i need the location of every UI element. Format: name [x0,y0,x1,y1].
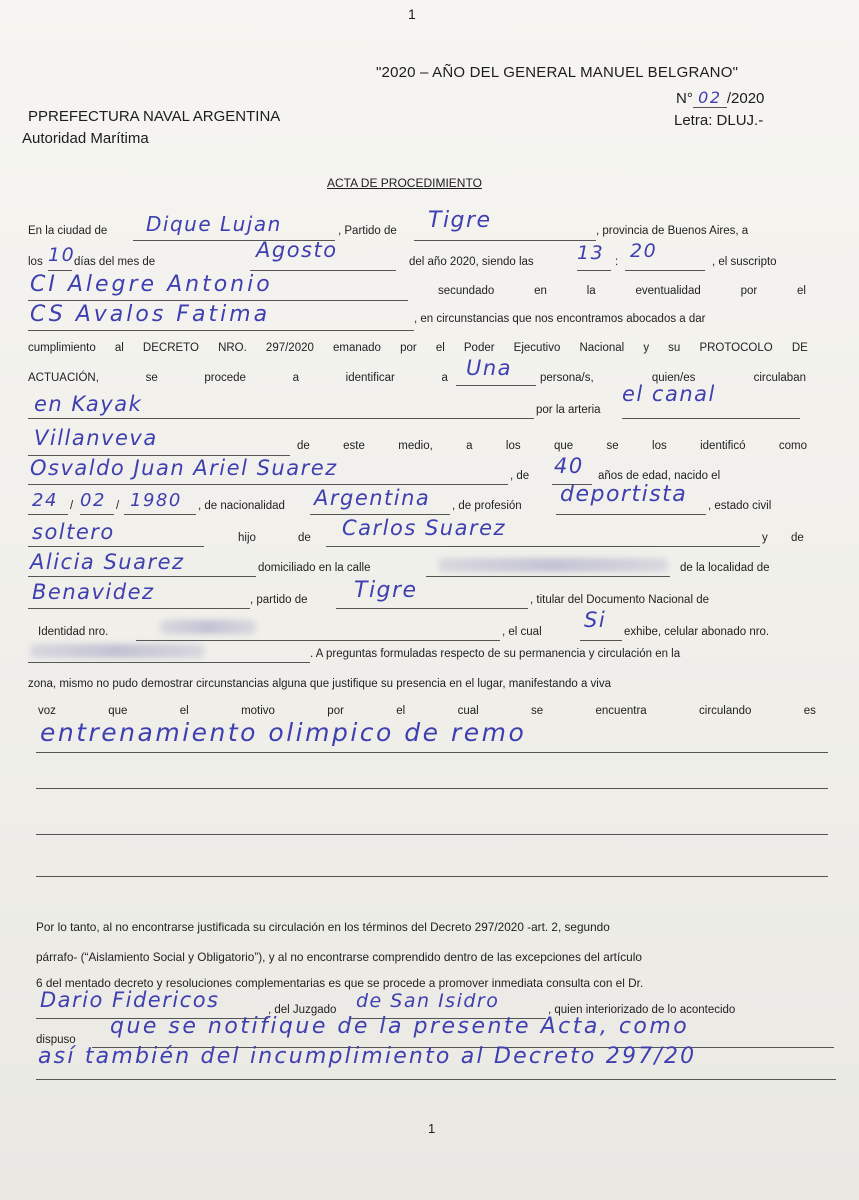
localidad-value: Benavidez [32,580,155,604]
l17-word: voz [38,705,56,717]
cantidad-value: Una [466,356,513,380]
l3-word: el [797,285,806,297]
l12-text-b: de la localidad de [680,562,770,574]
l3-word: la [586,285,596,297]
l8-word: como [778,440,807,452]
l17-word: se [531,705,544,717]
hora-separator: : [615,256,619,268]
l8-word: a [466,440,473,452]
l5-word: Nacional [579,342,625,354]
l8-text [297,440,807,452]
page-number-bottom: 1 [428,1121,436,1136]
l17-word: motivo [241,705,275,717]
l5-word: DECRETO [142,342,199,354]
l8-word: de [297,440,310,452]
l10-text-b: , de profesión [452,500,522,512]
l1-text-b: , Partido de [338,225,397,237]
p2-line-5-a: dispuso [36,1034,76,1046]
l6-word: quien/es [651,372,696,384]
document-number [676,88,764,108]
doctor-value: Dario Fidericos [40,988,220,1012]
l6-text-a [28,372,448,384]
dispuso-value-1: que se notifique de la presente Acta, como [110,1014,690,1039]
l5-word: Poder [463,342,495,354]
number-value: 02 [693,88,727,108]
nac-dia-value: 24 [32,490,58,511]
l14-text-a: Identidad nro. [38,626,109,638]
l1-text-c: , provincia de Buenos Aires, a [596,225,749,237]
l6-word: se [145,372,158,384]
l6-word: a [441,372,448,384]
nacionalidad-value: Argentina [314,486,431,510]
l5-word: NRO. [218,342,247,354]
l6-word: identificar [345,372,395,384]
l17-word: cual [457,705,479,717]
padre-value: Carlos Suarez [342,516,507,540]
l5-word: su [668,342,681,354]
l15-text: . A preguntas formuladas respecto de su permanencia y circulación en la [310,648,681,660]
dia-value: 10 [48,244,76,266]
l11-text-b: de [298,532,311,544]
l17-word: circulando [699,705,752,717]
org-subtitle: Autoridad Marítima [22,130,149,147]
l7-text-b: por la arteria [536,404,601,416]
l8-word: los [652,440,667,452]
l10-text-c: , estado civil [708,500,772,512]
l9-text-b: años de edad, nacido el [598,470,721,482]
l17-word: el [396,705,406,717]
juzgado-value: de San Isidro [356,990,500,1012]
mes-value: Agosto [256,238,338,262]
l17-text [38,705,816,717]
p2-line-3: 6 del mentado decreto y resoluciones complementarias es que se procede a promover inmediata consulta con el Dr. [36,976,644,990]
profesion-value: deportista [560,482,688,507]
number-prefix: N° [676,90,693,107]
p2-line-1: Por lo tanto, al no encontrarse justificada su circulación en los términos del Decreto 297/2020 -art. 2, segundo [36,920,610,934]
l5-word: PROTOCOLO [699,342,773,354]
l5-word: al [114,342,124,354]
motivo-value: entrenamiento olimpico de remo [40,718,527,747]
letra-code: Letra: DLUJ.- [674,112,764,129]
l12-text-a: domiciliado en la calle [258,562,371,574]
p2-line-2: párrafo- (“Aislamiento Social y Obligatorio”), y al no encontrarse comprendido dentro de las excepciones del artículo [36,950,642,964]
page-number-top: 1 [408,6,416,22]
l8-word: los [505,440,521,452]
l6-word: persona/s, [540,372,594,384]
l17-word: es [803,705,816,717]
l3-word: secundado [438,285,495,297]
l5-word: DE [791,342,808,354]
ciudad-value: Dique Lujan [146,212,282,236]
date-slash: / [70,500,74,512]
estado-civil-value: soltero [32,520,115,544]
p2-line-4-a: , del Juzgado [268,1004,337,1016]
medio-value: en Kayak [34,392,143,416]
motto-line: "2020 – AÑO DEL GENERAL MANUEL BELGRANO" [376,64,739,81]
blank-line [36,876,828,877]
minutos-value: 20 [630,240,658,262]
l5-word: el [435,342,445,354]
partido-value: Tigre [428,208,492,233]
l17-word: que [108,705,128,717]
l5-word: 297/2020 [265,342,314,354]
l14-text-c: exhibe, celular abonado nro. [624,626,770,638]
l5-text [28,342,808,354]
l11-text-a: hijo [238,532,256,544]
l8-word: identificó [700,440,746,452]
l2-text-c: del año 2020, siendo las [409,256,534,268]
l1-text-a: En la ciudad de [28,225,108,237]
l6-word: circulaban [753,372,806,384]
dispuso-value-2: así también del incumplimiento al Decreto 297/20 [38,1044,697,1069]
nac-anio-value: 1980 [130,490,182,511]
l6-word: ACTUACIÓN, [28,372,99,384]
l3-word: en [534,285,547,297]
blank-line [36,788,828,789]
partido-2-value: Tigre [354,578,418,603]
l17-word: por [327,705,344,717]
l14-text-b: , el cual [502,626,542,638]
l5-word: cumplimiento [28,342,96,354]
l8-word: se [606,440,619,452]
exhibe-value: Si [584,608,607,632]
l11-text-d: de [791,532,804,544]
l13-text-a: , partido de [250,594,308,606]
number-suffix: /2020 [726,90,765,107]
l17-word: el [179,705,189,717]
secundado-value: CS Avalos Fatima [30,302,271,327]
page-title: ACTA DE PROCEDIMIENTO [327,176,482,190]
l3-word: por [740,285,758,297]
suscripto-value: CI Alegre Antonio [30,272,273,297]
p2-line-4-b: , quien interiorizado de lo acontecido [548,1004,736,1016]
l11-text-c: y [762,532,768,544]
l5-word: Ejecutivo [513,342,561,354]
l5-word: emanado [333,342,381,354]
madre-value: Alicia Suarez [30,550,185,574]
l5-word: por [400,342,417,354]
arteria-value-2: Villanveva [34,426,158,450]
l13-text-b: , titular del Documento Nacional de [530,594,709,606]
edad-value: 40 [554,454,584,478]
l5-word: y [643,342,650,354]
l2-text-a: los [28,256,43,268]
hora-value: 13 [577,242,605,264]
org-name: PPREFECTURA NAVAL ARGENTINA [28,108,281,125]
l10-text-a: , de nacionalidad [198,500,285,512]
l2-text-b: días del mes de [74,256,156,268]
l16-text: zona, mismo no pudo demostrar circunstancias alguna que justifique su presencia en el lugar, manifestando a viva [28,678,612,690]
nombre-value: Osvaldo Juan Ariel Suarez [30,456,338,480]
l4-text-b: , en circunstancias que nos encontramos abocados a dar [414,313,706,325]
l9-text-a: , de [510,470,530,482]
l8-word: este [343,440,365,452]
nac-mes-value: 02 [80,490,106,511]
l8-word: que [553,440,574,452]
l8-word: medio, [398,440,433,452]
blank-line [36,834,828,835]
l3-text [438,285,806,297]
arteria-value-1: el canal [622,382,716,406]
date-slash: / [116,500,120,512]
l6-word: a [292,372,300,384]
l6-word: procede [204,372,246,384]
l17-word: encuentra [595,705,647,717]
l2-text-d: , el suscripto [712,256,777,268]
l3-word: eventualidad [635,285,701,297]
